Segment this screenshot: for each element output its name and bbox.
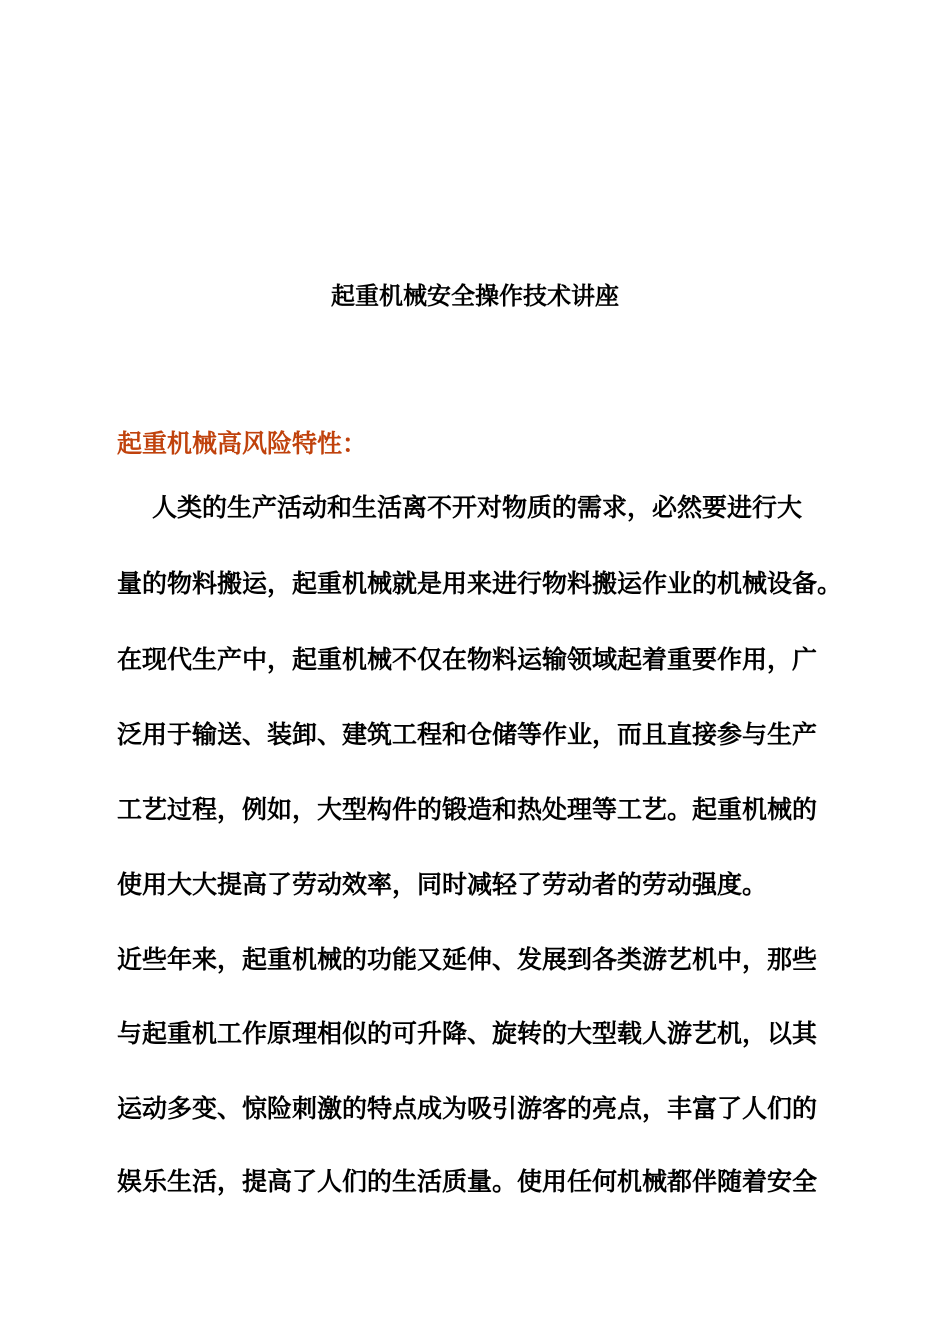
body-line: 与起重机工作原理相似的可升降、旋转的大型载人游艺机，以其	[117, 1019, 818, 1048]
document-title: 起重机械安全操作技术讲座	[331, 281, 619, 310]
body-line: 泛用于输送、装卸、建筑工程和仓储等作业，而且直接参与生产	[117, 720, 818, 749]
body-line: 使用大大提高了劳动效率，同时减轻了劳动者的劳动强度。	[117, 870, 768, 899]
body-line: 运动多变、惊险刺激的特点成为吸引游客的亮点，丰富了人们的	[117, 1094, 818, 1123]
body-line: 近些年来，起重机械的功能又延伸、发展到各类游艺机中，那些	[117, 945, 818, 974]
body-line: 在现代生产中，起重机械不仅在物料运输领域起着重要作用，广	[117, 645, 818, 674]
body-line: 人类的生产活动和生活离不开对物质的需求，必然要进行大	[152, 493, 803, 522]
body-line: 量的物料搬运，起重机械就是用来进行物料搬运作业的机械设备。	[117, 569, 843, 598]
body-line: 娱乐生活，提高了人们的生活质量。使用任何机械都伴随着安全	[117, 1167, 818, 1196]
section-heading: 起重机械高风险特性：	[117, 429, 368, 458]
body-line: 工艺过程，例如，大型构件的锻造和热处理等工艺。起重机械的	[117, 795, 818, 824]
